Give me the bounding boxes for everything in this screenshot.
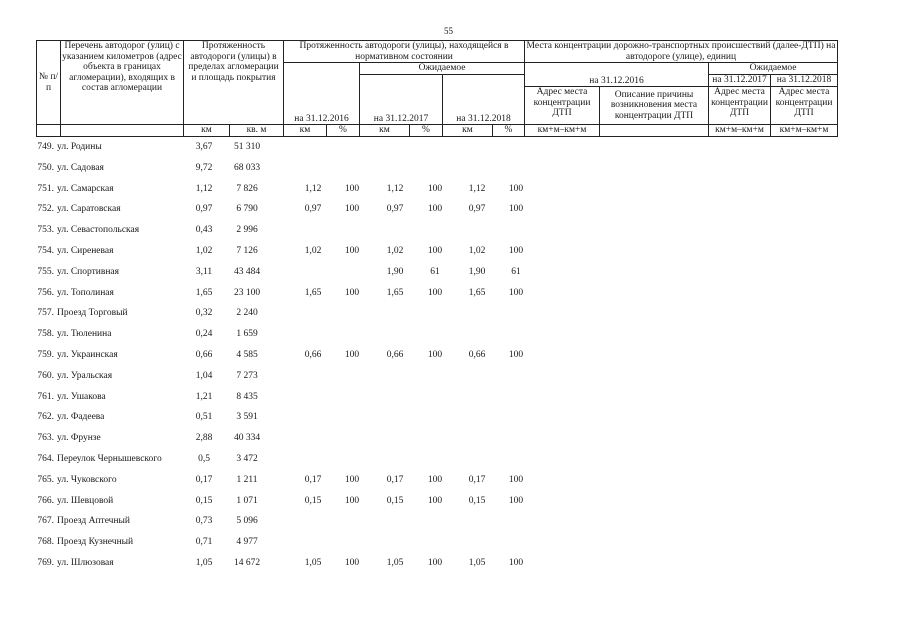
road-name: ул. Тополиная	[57, 287, 114, 298]
row-number: 750.	[37, 162, 54, 173]
road-length-km: 3,67	[195, 142, 213, 152]
road-name: ул. Садовая	[57, 162, 104, 173]
table-row	[0, 412, 905, 424]
normative-percent-2018: 61	[511, 266, 521, 277]
row-number: 751.	[37, 183, 54, 194]
header-dtp-expected: Ожидаемое	[709, 63, 838, 75]
table-row	[0, 371, 905, 383]
row-number: 755.	[37, 266, 54, 277]
normative-percent-2018: 100	[508, 287, 524, 298]
normative-percent-2018: 100	[508, 183, 524, 194]
table-row	[0, 496, 905, 508]
table-row	[0, 184, 905, 196]
road-area-sqm: 51 310	[233, 142, 261, 152]
road-area-sqm: 2 240	[236, 308, 258, 319]
road-name: ул. Ушакова	[57, 391, 106, 402]
row-number: 754.	[37, 246, 54, 256]
row-number: 758.	[37, 329, 54, 340]
normative-km-2017: 0,97	[386, 204, 404, 215]
row-number: 769.	[37, 558, 54, 568]
normative-percent-2017: 100	[427, 495, 443, 506]
normative-km-2016: 1,65	[304, 287, 322, 298]
normative-percent-2017: 100	[427, 350, 443, 360]
normative-km-2018: 1,02	[468, 246, 486, 256]
header-date-2017: на 31.12.2017	[360, 75, 443, 125]
header-normative-length: Протяженность автодороги (улицы), находящейся в нормативном состоянии	[284, 41, 525, 63]
road-name: Переулок Чернышевского	[57, 454, 162, 464]
road-name: ул. Сиреневая	[57, 246, 114, 256]
row-number: 760.	[37, 370, 54, 381]
row-number: 753.	[37, 225, 54, 236]
road-length-km: 3,11	[195, 266, 213, 277]
normative-percent-2017: 100	[427, 558, 443, 568]
road-length-km: 0,97	[195, 204, 213, 215]
normative-km-2016: 1,12	[304, 183, 322, 194]
road-length-km: 1,12	[195, 183, 213, 194]
road-name: ул. Спортивная	[57, 266, 120, 277]
header-expected: Ожидаемое	[360, 63, 525, 75]
header-dtp-places: Места концентрации дорожно-транспортных происшествий (далее-ДТП) на автодороге (улице), единиц	[525, 41, 838, 63]
row-number: 766.	[37, 495, 54, 506]
header-dtp-date-2016: на 31.12.2016	[525, 63, 709, 87]
normative-km-2016: 0,17	[304, 474, 322, 485]
normative-percent-2017: 100	[427, 287, 443, 298]
row-number: 767.	[37, 516, 54, 527]
header-dtp-date-2017: на 31.12.2017	[709, 75, 771, 87]
road-length-km: 0,24	[195, 329, 213, 340]
normative-percent-2016: 100	[344, 204, 360, 215]
normative-km-2016: 0,66	[304, 350, 322, 360]
table-row	[0, 558, 905, 570]
normative-percent-2016: 100	[344, 183, 360, 194]
normative-percent-2017: 100	[427, 204, 443, 215]
road-length-km: 0,15	[195, 495, 213, 506]
unit-km: км	[443, 125, 493, 137]
road-name: ул. Севастопольская	[57, 225, 140, 236]
road-length-km: 0,51	[195, 412, 213, 423]
unit-km-range: км+м–км+м	[771, 125, 838, 137]
road-length-km: 0,66	[195, 350, 213, 360]
road-area-sqm: 3 591	[236, 412, 258, 423]
road-length-km: 0,43	[195, 225, 213, 236]
road-length-km: 2,88	[195, 433, 213, 444]
table-row	[0, 350, 905, 362]
road-name: ул. Шлюзовая	[57, 558, 114, 568]
normative-km-2018: 1,65	[468, 287, 486, 298]
table-row	[0, 329, 905, 341]
header-reason: Описание причины возникновения места концентрации ДТП	[600, 87, 709, 125]
normative-percent-2016: 100	[344, 495, 360, 506]
header-address-2017: Адрес места концентрации ДТП	[709, 87, 771, 125]
unit-km-range: км+м–км+м	[709, 125, 771, 137]
normative-km-2018: 1,90	[468, 266, 486, 277]
table-row	[0, 537, 905, 549]
row-number: 757.	[37, 308, 54, 319]
road-area-sqm: 4 585	[236, 350, 258, 360]
road-name: ул. Родины	[57, 142, 102, 152]
road-name: ул. Тюленина	[57, 329, 112, 340]
row-number: 762.	[37, 412, 54, 423]
unit-sqm: кв. м	[230, 125, 284, 137]
road-area-sqm: 1 659	[236, 329, 258, 340]
header-length-area: Протяженность автодороги (улицы) в пределах агломерации и площадь покрытия	[184, 41, 284, 125]
table-header	[36, 40, 838, 137]
normative-km-2017: 1,65	[386, 287, 404, 298]
normative-km-2018: 0,66	[468, 350, 486, 360]
row-number: 763.	[37, 433, 54, 444]
road-name: ул. Фадеева	[57, 412, 105, 423]
normative-percent-2017: 100	[427, 183, 443, 194]
road-area-sqm: 68 033	[233, 162, 261, 173]
normative-km-2017: 0,66	[386, 350, 404, 360]
unit-km-range: км+м–км+м	[525, 125, 600, 137]
header-address-2018: Адрес места концентрации ДТП	[771, 87, 838, 125]
table-row	[0, 163, 905, 175]
road-area-sqm: 1 211	[236, 474, 258, 485]
road-length-km: 1,04	[195, 370, 213, 381]
normative-km-2017: 1,02	[386, 246, 404, 256]
normative-km-2017: 1,90	[386, 266, 404, 277]
header-date-2018: на 31.12.2018	[443, 75, 525, 125]
table-row	[0, 267, 905, 279]
normative-km-2016: 0,97	[304, 204, 322, 215]
road-name: ул. Фрунзе	[57, 433, 101, 444]
normative-km-2017: 1,12	[386, 183, 404, 194]
road-area-sqm: 7 826	[236, 183, 258, 194]
road-name: Проезд Кузнечный	[57, 537, 134, 548]
road-area-sqm: 5 096	[236, 516, 258, 527]
road-area-sqm: 2 996	[236, 225, 258, 236]
table-row	[0, 308, 905, 320]
normative-percent-2016: 100	[344, 350, 360, 360]
row-number: 749.	[37, 142, 54, 152]
road-area-sqm: 43 484	[233, 266, 261, 277]
header-address: Адрес места концентрации ДТП	[525, 87, 600, 125]
road-length-km: 0,71	[195, 537, 213, 548]
table-row	[0, 142, 905, 154]
unit-percent: %	[410, 125, 443, 137]
road-area-sqm: 7 273	[236, 370, 258, 381]
normative-km-2017: 1,05	[386, 558, 404, 568]
row-number: 768.	[37, 537, 54, 548]
road-area-sqm: 7 126	[236, 246, 258, 256]
normative-km-2018: 0,97	[468, 204, 486, 215]
road-area-sqm: 23 100	[233, 287, 261, 298]
table-row	[0, 516, 905, 528]
road-length-km: 1,02	[195, 246, 213, 256]
normative-percent-2016: 100	[344, 474, 360, 485]
road-name: ул. Украинская	[57, 350, 118, 360]
table-row	[0, 433, 905, 445]
normative-km-2016: 0,15	[304, 495, 322, 506]
normative-km-2018: 0,15	[468, 495, 486, 506]
normative-km-2018: 0,17	[468, 474, 486, 485]
road-length-km: 0,73	[195, 516, 213, 527]
road-name: Проезд Торговый	[57, 308, 128, 319]
unit-km: км	[284, 125, 327, 137]
normative-km-2018: 1,12	[468, 183, 486, 194]
unit-percent: %	[493, 125, 525, 137]
row-number: 752.	[37, 204, 54, 215]
table-row	[0, 225, 905, 237]
unit-km: км	[360, 125, 410, 137]
road-name: ул. Уральская	[57, 370, 113, 381]
normative-km-2017: 0,15	[386, 495, 404, 506]
road-name: ул. Шевцовой	[57, 495, 114, 506]
header-number: № п/п	[37, 41, 61, 125]
unit-km: км	[184, 125, 230, 137]
normative-percent-2018: 100	[508, 474, 524, 485]
road-area-sqm: 1 071	[236, 495, 258, 506]
table-row	[0, 246, 905, 258]
row-number: 765.	[37, 474, 54, 485]
road-length-km: 9,72	[195, 162, 213, 173]
normative-percent-2018: 100	[508, 495, 524, 506]
road-area-sqm: 40 334	[233, 433, 261, 444]
page-number: 55	[444, 26, 453, 36]
normative-percent-2018: 100	[508, 246, 524, 256]
row-number: 764.	[37, 454, 54, 464]
road-name: ул. Самарская	[57, 183, 114, 194]
table-row	[0, 204, 905, 216]
normative-percent-2016: 100	[344, 287, 360, 298]
road-area-sqm: 4 977	[236, 537, 258, 548]
road-length-km: 1,65	[195, 287, 213, 298]
road-length-km: 0,5	[198, 454, 210, 464]
table-row	[0, 475, 905, 487]
road-area-sqm: 3 472	[236, 454, 258, 464]
road-length-km: 1,21	[195, 391, 213, 402]
road-area-sqm: 6 790	[236, 204, 258, 215]
road-name: ул. Чуковского	[57, 474, 117, 485]
road-area-sqm: 8 435	[236, 391, 258, 402]
table-row	[0, 288, 905, 300]
road-area-sqm: 14 672	[233, 558, 261, 568]
row-number: 759.	[37, 350, 54, 360]
normative-percent-2017: 100	[427, 246, 443, 256]
normative-percent-2016: 100	[344, 246, 360, 256]
row-number: 756.	[37, 287, 54, 298]
road-length-km: 0,17	[195, 474, 213, 485]
header-date-2016: на 31.12.2016	[284, 63, 360, 125]
normative-percent-2018: 100	[508, 204, 524, 215]
row-number: 761.	[37, 391, 54, 402]
normative-percent-2018: 100	[508, 350, 524, 360]
normative-km-2018: 1,05	[468, 558, 486, 568]
table-row	[0, 454, 905, 466]
table-row	[0, 392, 905, 404]
road-name: Проезд Аптечный	[57, 516, 131, 527]
normative-percent-2016: 100	[344, 558, 360, 568]
road-name: ул. Саратовская	[57, 204, 121, 215]
normative-km-2016: 1,05	[304, 558, 322, 568]
road-length-km: 1,05	[195, 558, 213, 568]
normative-km-2016: 1,02	[304, 246, 322, 256]
normative-percent-2017: 100	[427, 474, 443, 485]
header-dtp-date-2018: на 31.12.2018	[771, 75, 838, 87]
normative-percent-2017: 61	[430, 266, 440, 277]
road-length-km: 0,32	[195, 308, 213, 319]
normative-km-2017: 0,17	[386, 474, 404, 485]
unit-percent: %	[327, 125, 360, 137]
header-road-list: Перечень автодорог (улиц) с указанием километров (адрес объекта в границах агломерации), входящих в состав агломерации	[61, 41, 184, 125]
normative-percent-2018: 100	[508, 558, 524, 568]
